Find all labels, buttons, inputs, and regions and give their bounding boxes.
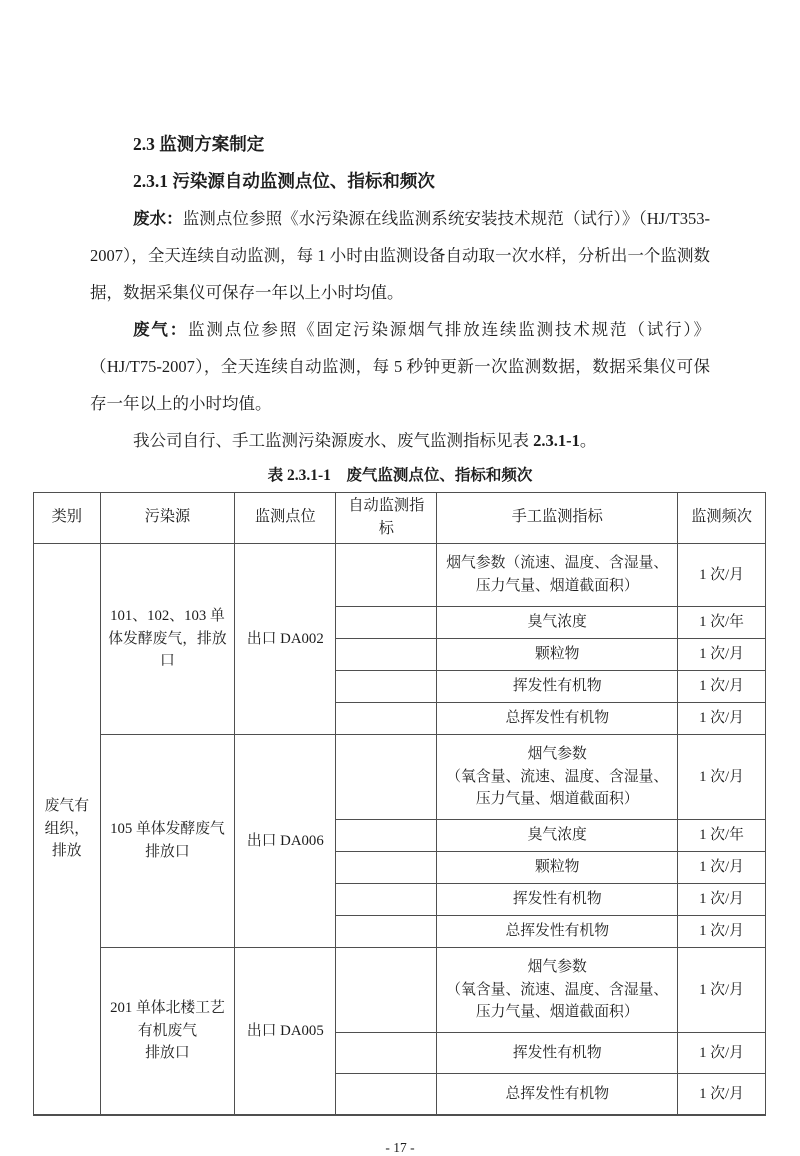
cell-manual-indicator: 颗粒物 (437, 851, 678, 883)
cell-category: 废气有组织，排放 (34, 543, 101, 1115)
cell-frequency: 1 次/月 (678, 702, 766, 734)
paragraph-wastegas (90, 311, 710, 422)
cell-auto-indicator (336, 543, 437, 606)
cell-auto-indicator (336, 1073, 437, 1115)
cell-source: 105 单体发酵废气 排放口 (100, 734, 235, 947)
cell-frequency: 1 次/月 (678, 543, 766, 606)
header-cell-point: 监测点位 (235, 493, 336, 544)
cell-manual-indicator: 烟气参数 （氧含量、流速、温度、含湿量、压力气量、烟道截面积） (437, 947, 678, 1032)
cell-frequency: 1 次/年 (678, 606, 766, 638)
header-cell-auto-indicator: 自动监测指标 (336, 493, 437, 544)
cell-auto-indicator (336, 947, 437, 1032)
cell-frequency: 1 次/月 (678, 734, 766, 819)
cell-manual-indicator: 臭气浓度 (437, 819, 678, 851)
paragraph-wastegas-lead: 废气： (133, 320, 189, 339)
cell-frequency: 1 次/年 (678, 819, 766, 851)
cell-frequency: 1 次/月 (678, 670, 766, 702)
paragraph-table-ref-end: 。 (579, 431, 597, 450)
cell-auto-indicator (336, 851, 437, 883)
table-row (34, 543, 766, 606)
paragraph-table-ref (90, 422, 710, 459)
paragraph-wastegas-text: 监测点位参照《固定污染源烟气排放连续监测技术规范（试行）》（HJ/T75-2007），全天连续自动监测，每 5 秒钟更新一次监测数据，数据采集仪可保存一年以上的小时均值。 (90, 320, 711, 413)
monitoring-table (33, 492, 766, 1116)
cell-manual-indicator: 总挥发性有机物 (437, 915, 678, 947)
paragraph-table-ref-text: 我公司自行、手工监测污染源废水、废气监测指标见表 (133, 431, 534, 450)
cell-auto-indicator (336, 670, 437, 702)
table-caption: 表 2.3.1-1 废气监测点位、指标和频次 (267, 467, 533, 484)
subsection-heading: 2.3.1 污染源自动监测点位、指标和频次 (133, 171, 435, 191)
header-cell-category: 类别 (34, 493, 101, 544)
cell-auto-indicator (336, 638, 437, 670)
cell-frequency: 1 次/月 (678, 1073, 766, 1115)
cell-source: 101、102、103 单体发酵废气，排放口 (100, 543, 235, 734)
cell-frequency: 1 次/月 (678, 1032, 766, 1073)
table-row (34, 947, 766, 1032)
header-cell-source: 污染源 (100, 493, 235, 544)
page-number: - 17 - (385, 1139, 415, 1155)
cell-auto-indicator (336, 1032, 437, 1073)
cell-auto-indicator (336, 734, 437, 819)
cell-frequency: 1 次/月 (678, 638, 766, 670)
paragraph-wastewater-lead: 废水： (133, 209, 183, 228)
cell-manual-indicator: 总挥发性有机物 (437, 702, 678, 734)
cell-auto-indicator (336, 819, 437, 851)
cell-manual-indicator: 颗粒物 (437, 638, 678, 670)
cell-auto-indicator (336, 606, 437, 638)
cell-frequency: 1 次/月 (678, 883, 766, 915)
table-row (34, 734, 766, 819)
cell-point: 出口 DA002 (235, 543, 336, 734)
section-heading: 2.3 监测方案制定 (133, 134, 265, 154)
cell-manual-indicator: 挥发性有机物 (437, 883, 678, 915)
header-cell-frequency: 监测频次 (678, 493, 766, 544)
cell-manual-indicator: 烟气参数 （氧含量、流速、温度、含湿量、压力气量、烟道截面积） (437, 734, 678, 819)
header-cell-manual-indicator: 手工监测指标 (437, 493, 678, 544)
cell-manual-indicator: 挥发性有机物 (437, 1032, 678, 1073)
cell-frequency: 1 次/月 (678, 851, 766, 883)
cell-manual-indicator: 臭气浓度 (437, 606, 678, 638)
table-header-row (34, 493, 766, 544)
cell-source: 201 单体北楼工艺 有机废气 排放口 (100, 947, 235, 1115)
cell-manual-indicator: 烟气参数（流速、温度、含湿量、压力气量、烟道截面积） (437, 543, 678, 606)
cell-frequency: 1 次/月 (678, 915, 766, 947)
cell-manual-indicator: 总挥发性有机物 (437, 1073, 678, 1115)
paragraph-wastewater (90, 200, 710, 311)
cell-auto-indicator (336, 915, 437, 947)
cell-frequency: 1 次/月 (678, 947, 766, 1032)
table-reference-number: 2.3.1-1 (533, 431, 580, 450)
cell-auto-indicator (336, 702, 437, 734)
paragraph-wastewater-text: 监测点位参照《水污染源在线监测系统安装技术规范（试行）》（HJ/T353-2007），全天连续自动监测，每 1 小时由监测设备自动取一次水样，分析出一个监测数据，数据采集仪可保存一年以上小时均值。 (90, 209, 711, 302)
cell-auto-indicator (336, 883, 437, 915)
cell-point: 出口 DA006 (235, 734, 336, 947)
text-block (0, 0, 800, 459)
cell-manual-indicator: 挥发性有机物 (437, 670, 678, 702)
cell-point: 出口 DA005 (235, 947, 336, 1115)
